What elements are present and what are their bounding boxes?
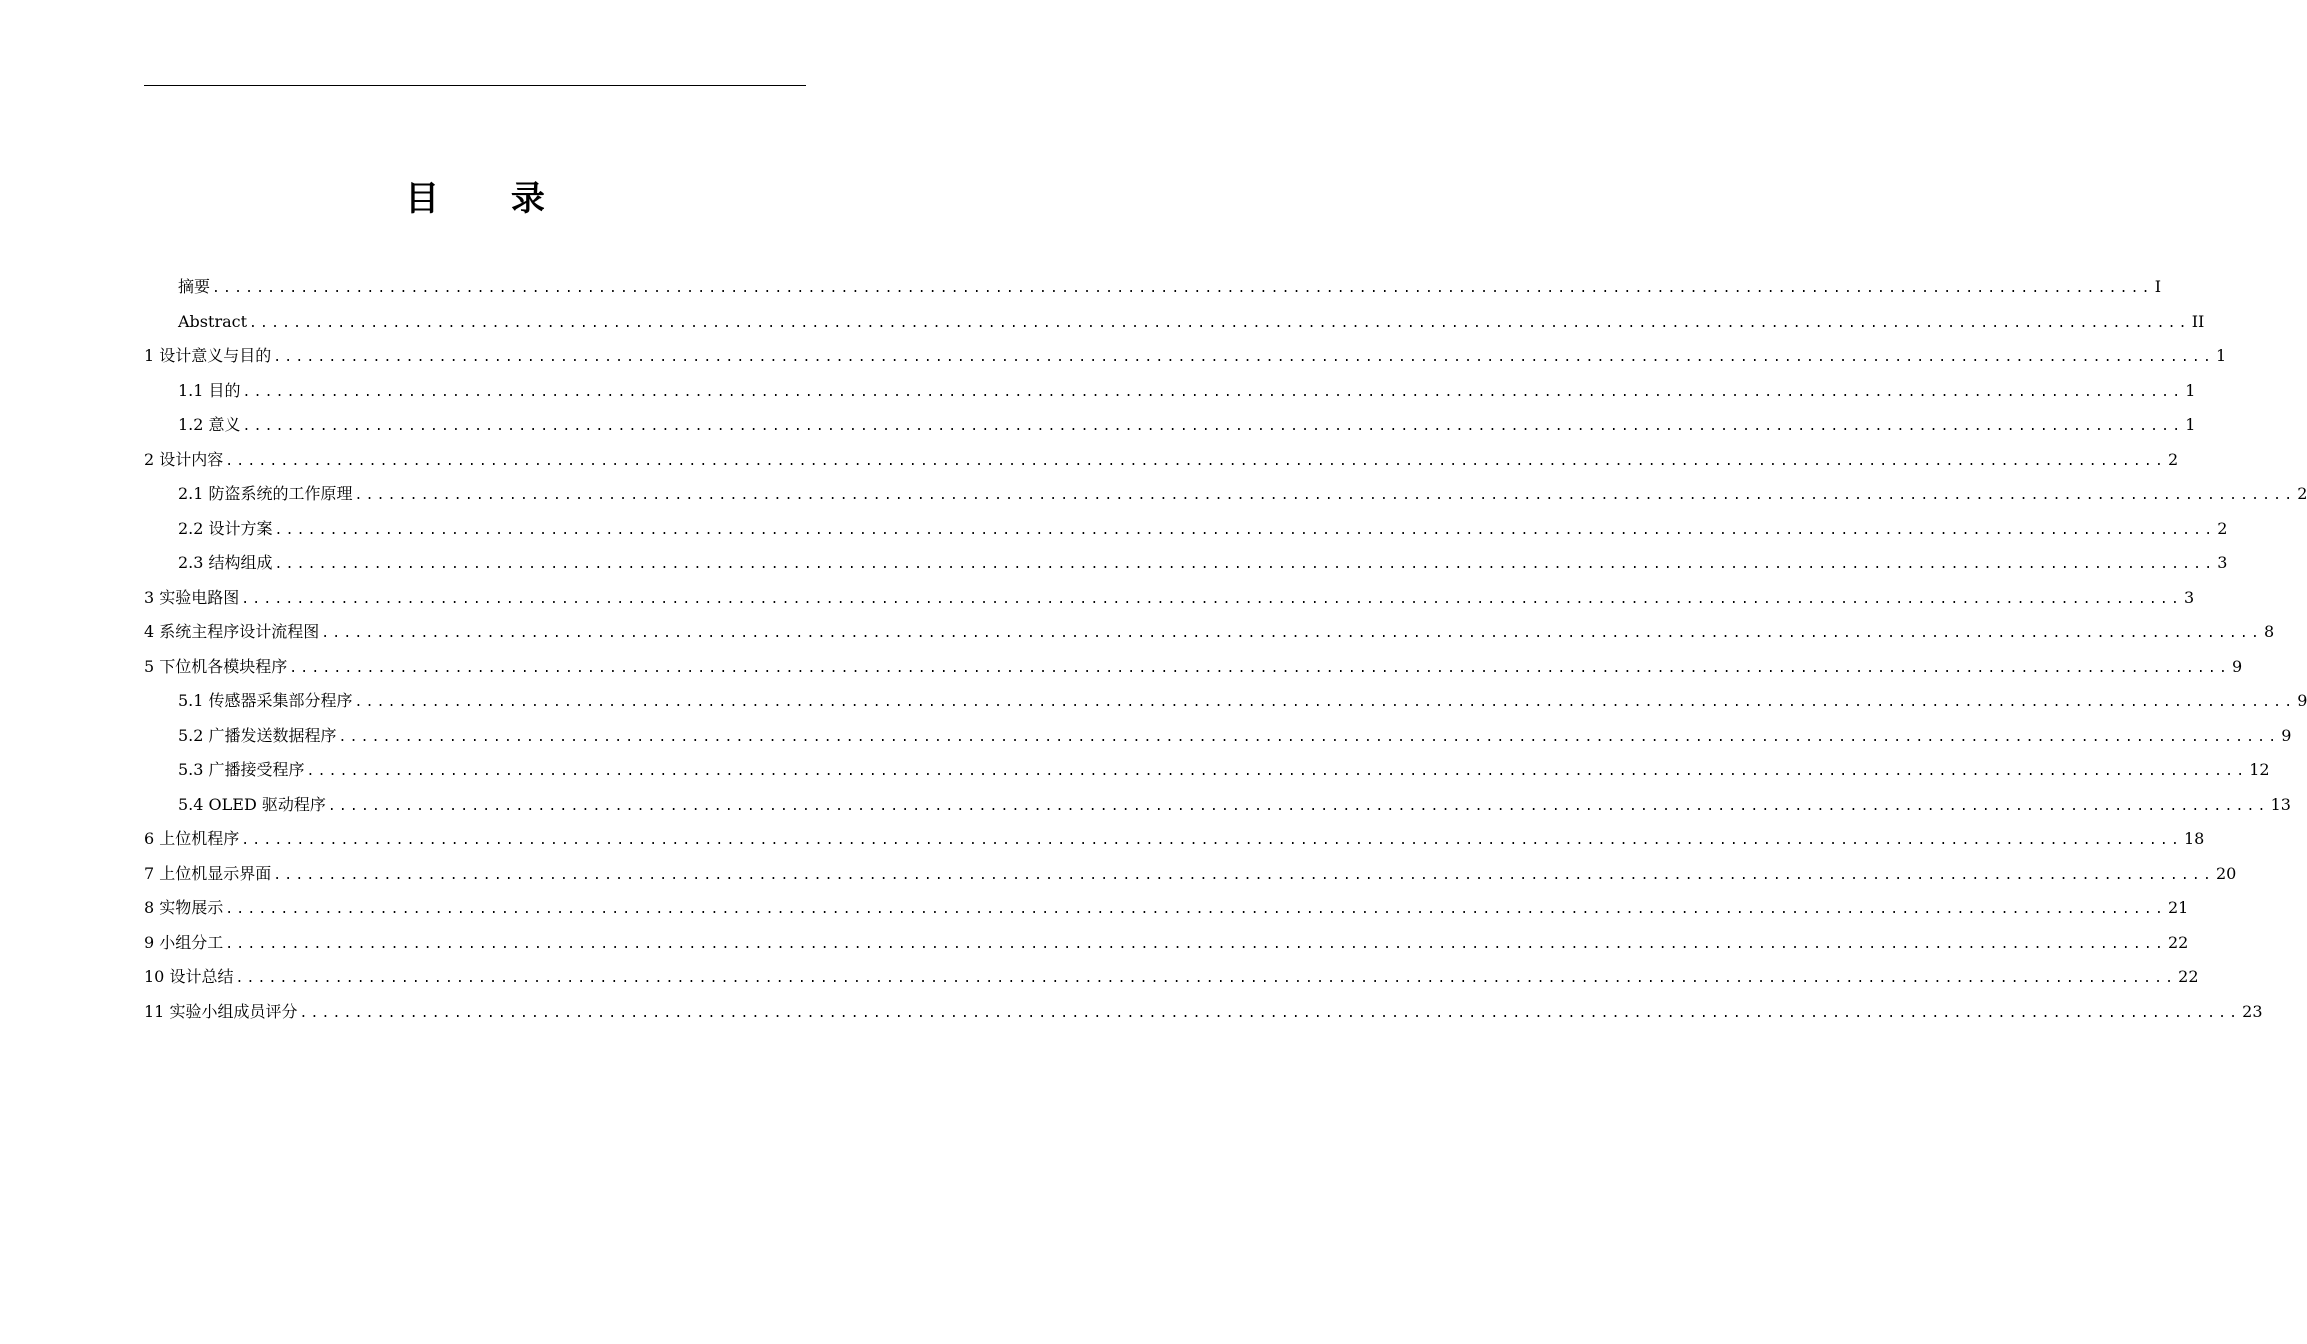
toc-leader: ................................................................................................................................................................................ [249, 315, 2190, 331]
toc-entry-5-4[interactable] [144, 788, 2291, 823]
toc-entry-label: 9 小组分工 [144, 932, 224, 952]
toc-leader: ................................................................................................................................................................................ [273, 350, 2214, 365]
toc-entry-label: 2.1 防盗系统的工作原理 [178, 484, 353, 503]
toc-leader: ................................................................................................................................................................................ [289, 660, 2230, 676]
toc-entry-page: 9 [2231, 656, 2243, 676]
toc-entry-8[interactable] [144, 891, 2189, 926]
toc-entry-page: 23 [2242, 1001, 2263, 1021]
toc-entry-6[interactable] [144, 822, 2205, 857]
toc-entry-page: 20 [2215, 863, 2237, 883]
toc-entry-abstract-en[interactable] [144, 305, 2205, 340]
toc-leader: ................................................................................................................................................................................ [274, 557, 2216, 572]
toc-entry-page: 22 [2167, 932, 2189, 952]
toc-leader: ................................................................................................................................................................................ [225, 453, 2166, 469]
toc-entry-label: 4 系统主程序设计流程图 [144, 622, 320, 641]
toc-entry-label: 2.3 结构组成 [178, 553, 273, 572]
toc-entry-2-2[interactable] [144, 512, 2228, 547]
toc-entry-label: 5.2 广播发送数据程序 [178, 725, 337, 745]
toc-entry-page: 22 [2178, 967, 2199, 986]
toc-entry-page: 2 [2297, 484, 2307, 503]
toc-entry-label: 1.1 目的 [178, 380, 241, 400]
toc-entry-page: 2 [2217, 518, 2228, 538]
toc-entry-page: 21 [2167, 898, 2189, 917]
toc-entry-5-3[interactable] [144, 753, 2270, 788]
toc-title: 目 录 [405, 179, 575, 219]
header-rule [144, 85, 806, 86]
toc-leader: ................................................................................................................................................................................ [242, 419, 2184, 434]
toc-entry-page: 3 [2183, 587, 2195, 607]
toc-entry-label: 5 下位机各模块程序 [144, 656, 288, 676]
toc-leader: ................................................................................................................................................................................ [274, 522, 2216, 538]
toc-entry-label: 11 实验小组成员评分 [144, 1001, 298, 1021]
toc-entry-10[interactable] [144, 960, 2199, 995]
toc-entry-2[interactable] [144, 443, 2179, 478]
toc-entry-label: 2.2 设计方案 [178, 518, 273, 538]
toc-entry-1-1[interactable] [144, 374, 2196, 409]
toc-entry-page: I [2154, 277, 2162, 296]
toc-entry-label: 1.2 意义 [178, 415, 241, 434]
toc-entry-page: 9 [2281, 725, 2292, 745]
toc-leader: ................................................................................................................................................................................ [273, 867, 2214, 883]
toc-entry-page: 13 [2270, 794, 2291, 814]
toc-leader: ................................................................................................................................................................................ [354, 488, 2296, 503]
toc-entry-5-1[interactable] [144, 684, 2307, 719]
toc-entry-page: 1 [2215, 346, 2227, 365]
toc-entry-11[interactable] [144, 995, 2263, 1030]
toc-entry-label: 3 实验电路图 [144, 587, 240, 607]
toc-leader: ................................................................................................................................................................................ [225, 936, 2166, 952]
toc-leader: ................................................................................................................................................................................ [235, 971, 2177, 986]
toc-entry-page: 1 [2185, 415, 2196, 434]
toc-entry-page: 1 [2185, 380, 2196, 400]
toc-entry-1-2[interactable] [144, 408, 2196, 443]
toc-entry-page: 2 [2167, 449, 2179, 469]
toc-entry-page: 3 [2217, 553, 2228, 572]
toc-leader: ................................................................................................................................................................................ [242, 384, 2184, 400]
toc-entry-page: 9 [2297, 691, 2307, 710]
toc-entry-page: 8 [2263, 622, 2275, 641]
toc-leader: ................................................................................................................................................................................ [225, 902, 2166, 917]
toc-entry-label: Abstract [178, 311, 248, 331]
toc-entry-1[interactable] [144, 339, 2227, 374]
toc-entry-label: 7 上位机显示界面 [144, 863, 272, 883]
toc-entry-label: 1 设计意义与目的 [144, 346, 272, 365]
toc-entry-2-1[interactable] [144, 477, 2307, 512]
toc-entry-label: 5.1 传感器采集部分程序 [178, 691, 353, 710]
toc-entry-5-2[interactable] [144, 719, 2292, 754]
toc-list [144, 270, 2307, 1029]
toc-leader: ................................................................................................................................................................................ [299, 1005, 2241, 1021]
toc-leader: ................................................................................................................................................................................ [354, 695, 2296, 710]
toc-leader: ................................................................................................................................................................................ [241, 833, 2182, 848]
toc-entry-7[interactable] [144, 857, 2237, 892]
toc-entry-label: 2 设计内容 [144, 449, 224, 469]
toc-entry-3[interactable] [144, 581, 2195, 616]
toc-entry-9[interactable] [144, 926, 2189, 961]
toc-leader: ................................................................................................................................................................................ [321, 626, 2262, 641]
toc-leader: ................................................................................................................................................................................ [212, 281, 2153, 296]
toc-entry-2-3[interactable] [144, 546, 2228, 581]
toc-entry-page: II [2191, 311, 2205, 331]
toc-leader: ................................................................................................................................................................................ [338, 729, 2280, 745]
toc-leader: ................................................................................................................................................................................ [306, 764, 2248, 779]
toc-entry-label: 5.4 OLED 驱动程序 [178, 794, 326, 814]
toc-entry-label: 6 上位机程序 [144, 829, 240, 848]
toc-entry-label: 10 设计总结 [144, 967, 234, 986]
toc-entry-4[interactable] [144, 615, 2275, 650]
toc-entry-page: 12 [2249, 760, 2270, 779]
toc-entry-label: 摘要 [178, 277, 211, 296]
toc-entry-page: 18 [2183, 829, 2205, 848]
toc-leader: ................................................................................................................................................................................ [327, 798, 2269, 814]
toc-leader: ................................................................................................................................................................................ [241, 591, 2182, 607]
toc-entry-label: 8 实物展示 [144, 898, 224, 917]
toc-entry-abstract-cn[interactable] [144, 270, 2162, 305]
toc-entry-label: 5.3 广播接受程序 [178, 760, 305, 779]
toc-entry-5[interactable] [144, 650, 2243, 685]
